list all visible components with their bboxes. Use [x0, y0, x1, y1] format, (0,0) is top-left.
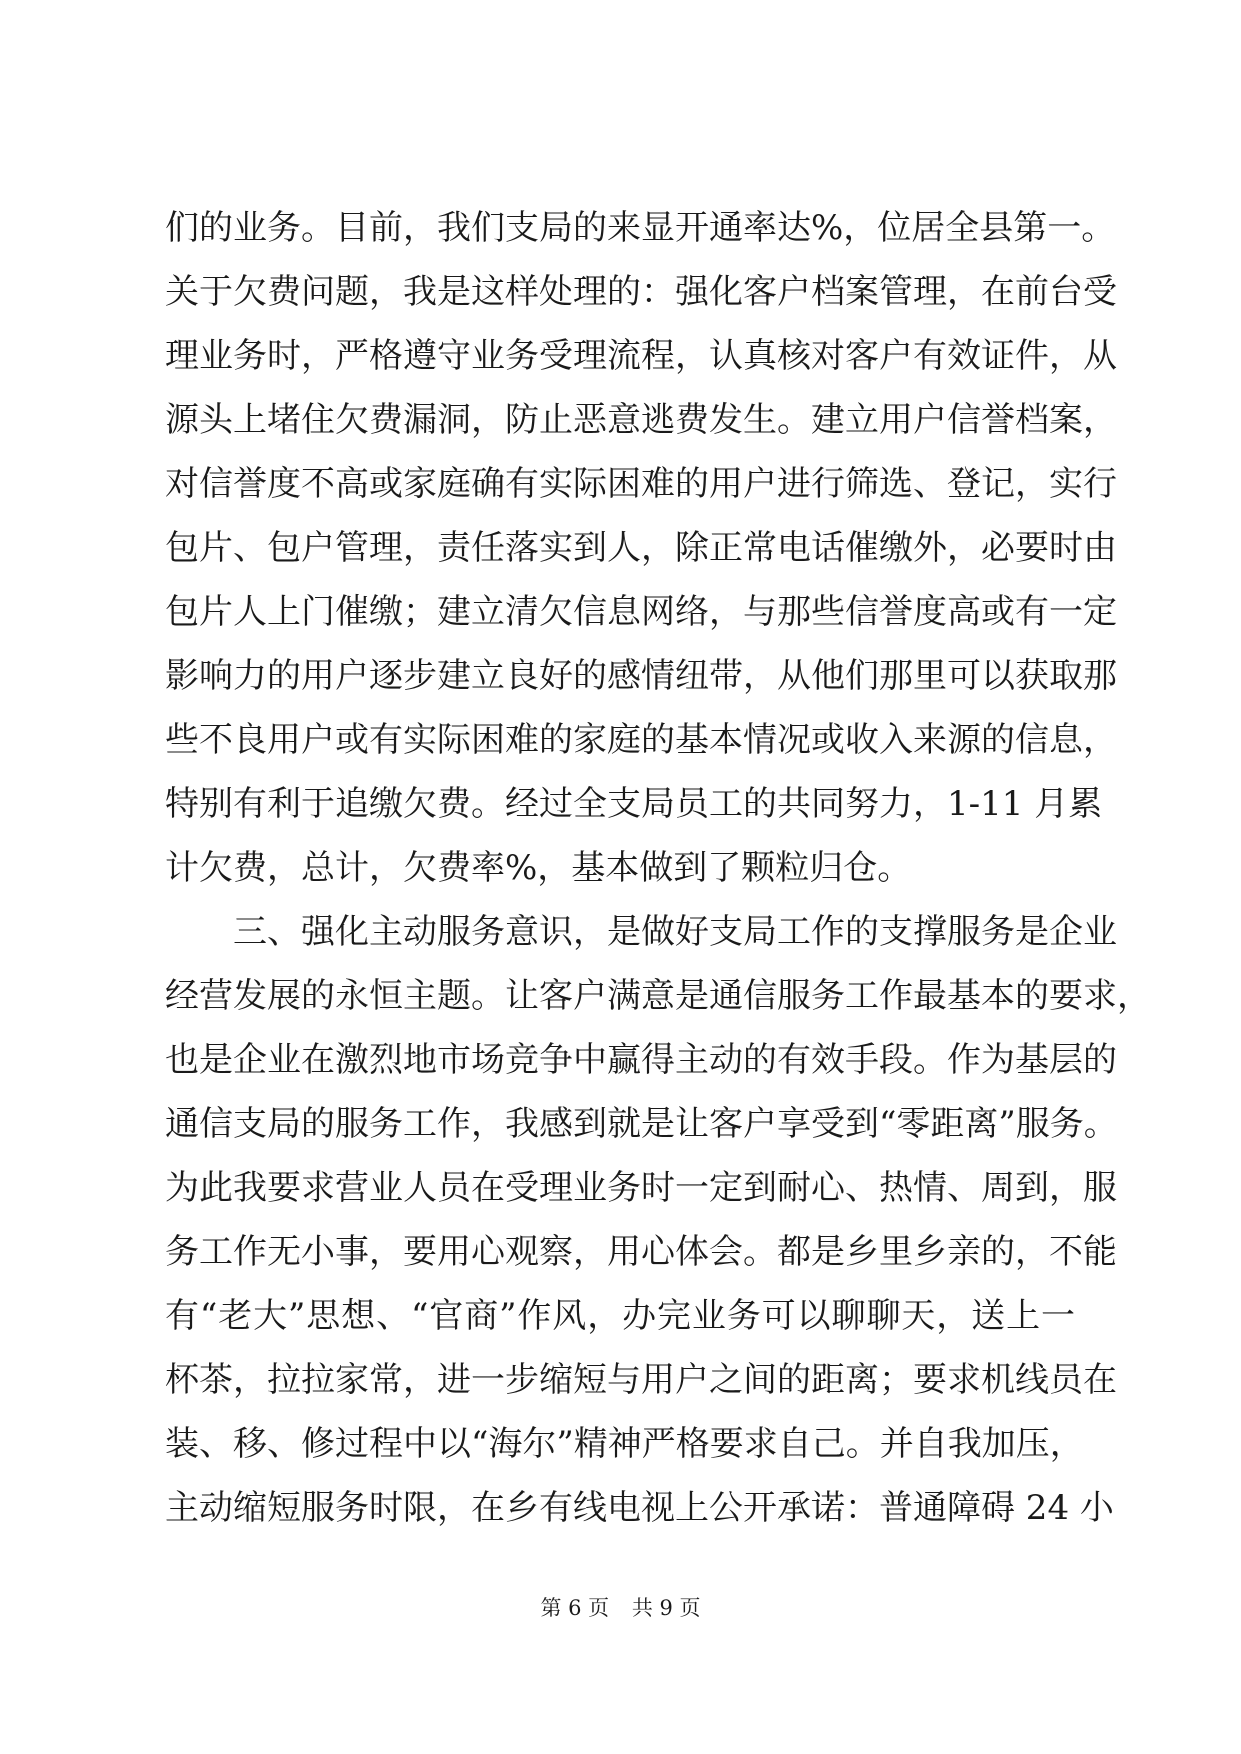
- text-line: 也是企业在激烈地市场竞争中赢得主动的有效手段。作为基层的: [165, 1040, 1117, 1080]
- text-line: 为此我要求营业人员在受理业务时一定到耐心、热情、周到，服: [165, 1168, 1117, 1208]
- text-line: 影响力的用户逐步建立良好的感情纽带，从他们那里可以获取那: [165, 656, 1117, 696]
- text-line: 务工作无小事，要用心观察，用心体会。都是乡里乡亲的，不能: [165, 1232, 1117, 1272]
- text-line: 理业务时，严格遵守业务受理流程，认真核对客户有效证件，从: [165, 336, 1117, 376]
- text-line: 装、移、修过程中以“海尔”精神严格要求自己。并自我加压，: [165, 1424, 1084, 1464]
- text-line: 特别有利于追缴欠费。经过全支局员工的共同努力，1-11 月累: [165, 784, 1103, 824]
- text-line: 通信支局的服务工作，我感到就是让客户享受到“零距离”服务。: [165, 1104, 1118, 1144]
- text-line: 些不良用户或有实际困难的家庭的基本情况或收入来源的信息，: [165, 720, 1117, 760]
- text-line: 杯茶，拉拉家常，进一步缩短与用户之间的距离；要求机线员在: [165, 1360, 1117, 1400]
- text-line: 三、强化主动服务意识，是做好支局工作的支撑服务是企业: [233, 912, 1117, 952]
- text-line: 包片人上门催缴；建立清欠信息网络，与那些信誉度高或有一定: [165, 592, 1117, 632]
- text-line: 计欠费，总计，欠费率%，基本做到了颗粒归仓。: [165, 848, 912, 888]
- text-line: 经营发展的永恒主题。让客户满意是通信服务工作最基本的要求，: [165, 976, 1151, 1016]
- page-total: 共 9 页: [631, 1596, 701, 1620]
- text-line: 主动缩短服务时限，在乡有线电视上公开承诺：普通障碍 24 小: [165, 1488, 1114, 1528]
- text-line: 包片、包户管理，责任落实到人，除正常电话催缴外，必要时由: [165, 528, 1117, 568]
- text-line: 对信誉度不高或家庭确有实际困难的用户进行筛选、登记，实行: [165, 464, 1117, 504]
- text-line: 们的业务。目前，我们支局的来显开通率达%，位居全县第一。: [165, 208, 1116, 248]
- body-text: [165, 196, 1151, 1540]
- text-line: 源头上堵住欠费漏洞，防止恶意逃费发生。建立用户信誉档案，: [165, 400, 1117, 440]
- text-line: 关于欠费问题，我是这样处理的：强化客户档案管理，在前台受: [165, 272, 1117, 312]
- text-line: 有“老大”思想、“官商”作风，办完业务可以聊聊天，送上一: [165, 1296, 1075, 1336]
- page-number: 第 6 页: [540, 1596, 610, 1620]
- page-footer: [0, 1592, 1241, 1622]
